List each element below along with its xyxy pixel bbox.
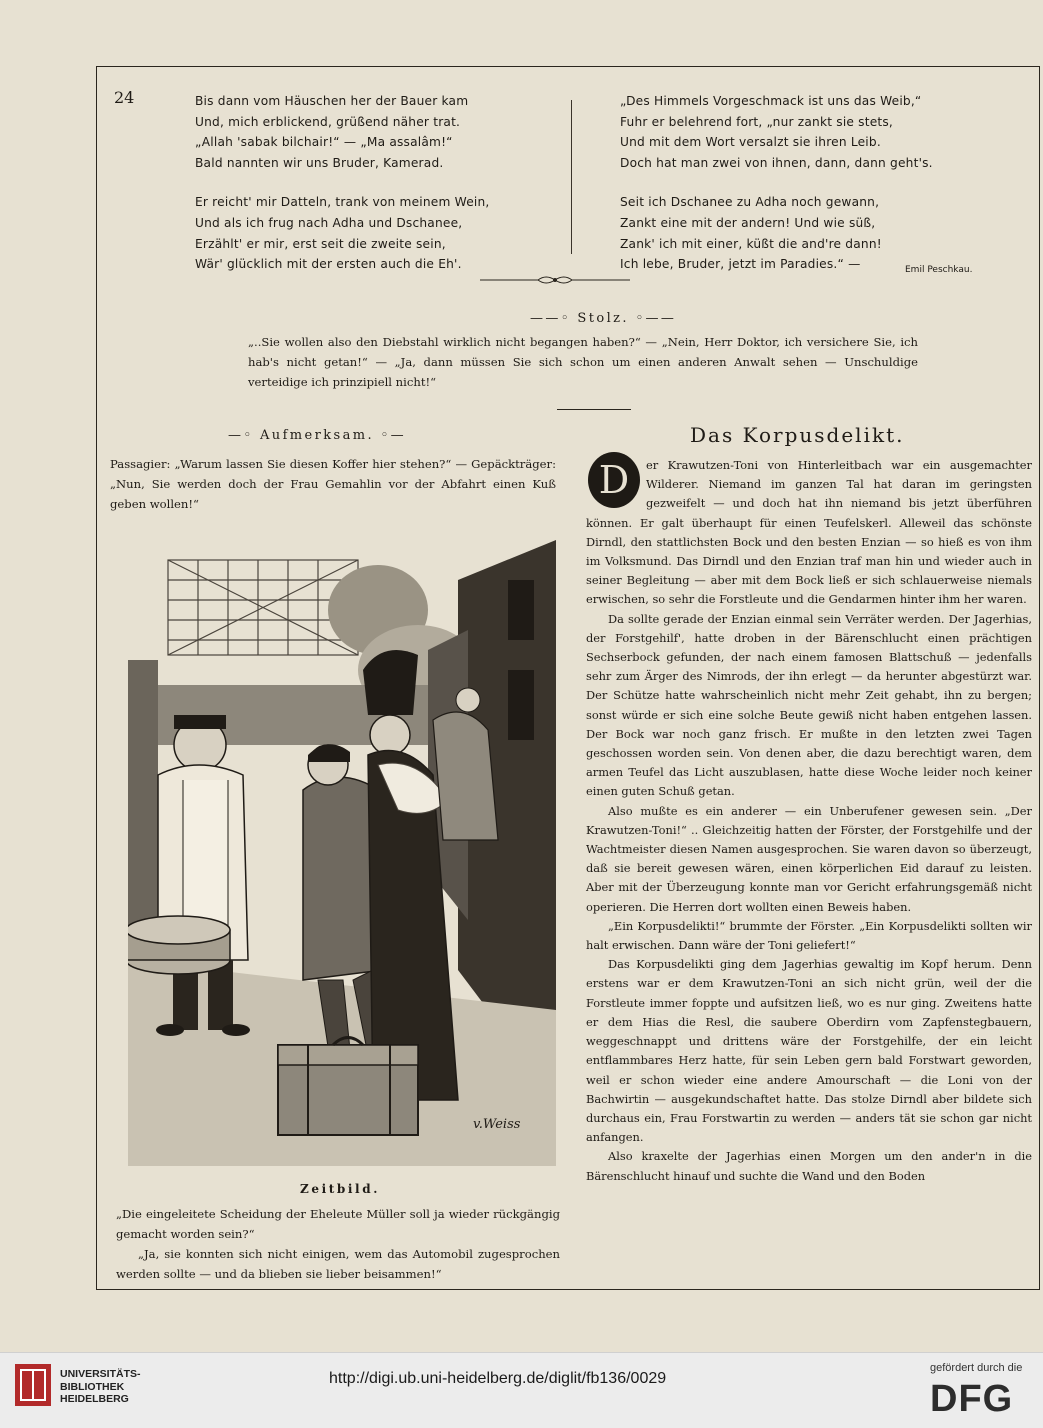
- university-seal-icon: [13, 1362, 53, 1408]
- poem-line: Fuhr er belehrend fort, „nur zankt sie stets,: [620, 114, 894, 129]
- poem-line: Zank' ich mit einer, küßt die and're dann!: [620, 236, 882, 251]
- poem-line: Er reicht' mir Datteln, trank von meinem Wein,: [195, 195, 490, 210]
- column-divider: [571, 100, 572, 254]
- poem-line: Seit ich Dschanee zu Adha noch gewann,: [620, 195, 880, 210]
- zeitbild-paragraph: „Ja, sie konnten sich nicht einigen, wem das Automobil zugesprochen werden sollte — und da blieben sie lieber beisammen!“: [116, 1247, 560, 1281]
- poem-left-column: [195, 91, 489, 275]
- railway-station-illustration: [128, 540, 556, 1166]
- poem-line: Erzählt' er mir, erst seit die zweite sein,: [195, 236, 446, 251]
- stolz-title: ——◦ Stolz. ◦——: [530, 311, 677, 326]
- permalink[interactable]: http://digi.ub.uni-heidelberg.de/diglit/fb136/0029: [329, 1370, 667, 1387]
- illustration-signature: v.Weiss: [473, 1117, 521, 1132]
- zeitbild-paragraph: „Die eingeleitete Scheidung der Eheleute Müller soll ja wieder rückgängig gemacht worden sein?“: [116, 1207, 560, 1241]
- aufmerksam-title: —◦ Aufmerksam. ◦—: [228, 428, 406, 443]
- zeitbild-title: Zeitbild.: [300, 1182, 380, 1196]
- poem-line: Zankt eine mit der andern! Und wie süß,: [620, 215, 876, 230]
- poem-line: Doch hat man zwei von ihnen, dann, dann geht's.: [620, 155, 933, 170]
- poem-line: „Des Himmels Vorgeschmack ist uns das Weib,“: [620, 94, 922, 108]
- stolz-title-text: Stolz.: [577, 311, 629, 326]
- poem-line: Ich lebe, Bruder, jetzt im Paradies.“ —: [620, 257, 861, 272]
- short-rule: [557, 409, 631, 410]
- digitization-footer: [0, 1352, 1043, 1428]
- article-paragraph: er Krawutzen-Toni von Hinterleitbach war ein ausgemachter Wilderer. Niemand im ganzen Tal hat daran im geringsten gezweifelt — und doch hat ihn niemand bis jetzt überführen können. Er galt überhaupt für einen Teufelskerl. Alleweil das schönste Dirndl, den stattlichsten Bock und den besten Enzian — so hieß es von ihm im Volksmund. Das Dirndl und den Enzian traf man hin und wieder auch in seiner Begleitung — aber mit dem Bock ließ er sich schlauerweise niemals erwischen, so sehr die Forstleute und die Gendarmen hinter ihm her waren.: [586, 458, 1032, 607]
- ornament-divider: [480, 273, 630, 287]
- institution-name: UNIVERSITÄTS- BIBLIOTHEK HEIDELBERG: [60, 1368, 141, 1405]
- aufmerksam-title-text: Aufmerksam.: [260, 428, 374, 443]
- funding-label: gefördert durch die: [930, 1362, 1023, 1374]
- zeitbild-text: [116, 1204, 560, 1284]
- article-paragraph: Also mußte es ein anderer — ein Unberufener gewesen sein. „Der Krawutzen-Toni!“ .. Gleichzeitig hatten der Förster, der Forstgehilfe und der Wachtmeister diesen Namen ausgesprochen. Sie waren davon so überzeugt, daß sie bereit gewesen wären, einen körperlichen Eid darauf zu leisten. Aber mit der Überzeugung konnte man vor Gericht erfahrungsgemäß nicht operieren. Die Herren dort wollten einen Beweis haben.: [586, 803, 1032, 914]
- article-paragraph: Da sollte gerade der Enzian einmal sein Verräter werden. Der Jagerhias, der Forstgehilf', hatte droben in der Bärenschlucht einen prächtigen Sechserbock gefunden, der nach einem famosen Blattschuß — jedenfalls sehr zum Ärger des Nimrods, der ihn erlegt — da herunter abgestürzt war. Der Schütze hatte wahrscheinlich nicht mehr Zeit gehabt, ihn zu bergen; sonst würde er sich eine solche Beute gewiß nicht haben entgehen lassen. Der Bock war noch ganz frisch. Er mußte in den letzten zwei Tagen geschossen worden sein. Von denen aber, die dazu berechtigt waren, dem armen Teufel das Licht auszublasen, hatte diese Woche leider noch keiner einen guten Schuß getan.: [586, 611, 1032, 799]
- poem-line: Und mit dem Wort versalzt sie ihren Leib.: [620, 135, 881, 150]
- article-paragraph: Also kraxelte der Jagerhias einen Morgen um den ander'n in die Bärenschlucht hinauf und suchte die Wand und den Boden: [586, 1149, 1032, 1183]
- poem-right-column: [620, 91, 933, 275]
- poem-line: Und, mich erblickend, grüßend näher trat.: [195, 114, 461, 129]
- poem-line: Bis dann vom Häuschen her der Bauer kam: [195, 94, 469, 108]
- dfg-logo: DFG: [930, 1378, 1014, 1420]
- korpusdelikt-title: Das Korpusdelikt.: [690, 423, 905, 447]
- poem-line: Wär' glücklich mit der ersten auch die Eh'.: [195, 257, 462, 272]
- poem-author: Emil Peschkau.: [905, 265, 973, 275]
- aufmerksam-text: Passagier: „Warum lassen Sie diesen Koffer hier stehen?“ — Gepäckträger: „Nun, Sie werden doch der Frau Gemahlin vor der Abfahrt einen Kuß geben wollen!“: [110, 457, 556, 511]
- korpusdelikt-body: [586, 456, 1032, 1186]
- article-paragraph: „Ein Korpusdelikti!“ brummte der Förster. „Ein Korpusdelikti sollten wir halt erwischen. Dann wäre der Toni geliefert!“: [586, 918, 1032, 953]
- stolz-text: „..Sie wollen also den Diebstahl wirklich nicht begangen haben?“ — „Nein, Herr Doktor, ich versichere Sie, ich hab's nicht getan!“ — „Ja, dann müssen Sie sich schon um einen anderen Anwalt sehen — Unschuldige verteidige ich prinzipiell nicht!“: [248, 335, 918, 389]
- article-paragraph: Das Korpusdelikti ging dem Jagerhias gewaltig im Kopf herum. Denn erstens war er dem Krawutzen-Toni an sich nicht grün, weil der die Forstleute immer foppte und aufsitzen ließ, wo es nur ging. Zweitens hatte er dem Hias die Resl, die saubere Oberdirn vom Zapfenstegbauern, weggeschnappt und drittens wäre der Forstgehilfe, der ein leicht entflammbares Herz hatte, für sein Leben gern bald Forstwart geworden, weil er schon wieder eine andere Amourschaft — die Loni von der Bachwirtin — ausgekundschaftet hatte. Das stolze Dirndl aber bildete sich durchaus ein, Frau Forstwartin zu werden — anders tät sie schon gar nicht anfangen.: [586, 957, 1032, 1145]
- poem-line: Bald nannten wir uns Bruder, Kamerad.: [195, 155, 444, 170]
- poem-line: „Allah 'sabak bilchair!“ — „Ma assalâm!“: [195, 135, 453, 150]
- dropcap-initial: D: [588, 452, 640, 508]
- page-number: 24: [114, 88, 135, 107]
- poem-line: Und als ich frug nach Adha und Dschanee,: [195, 215, 463, 230]
